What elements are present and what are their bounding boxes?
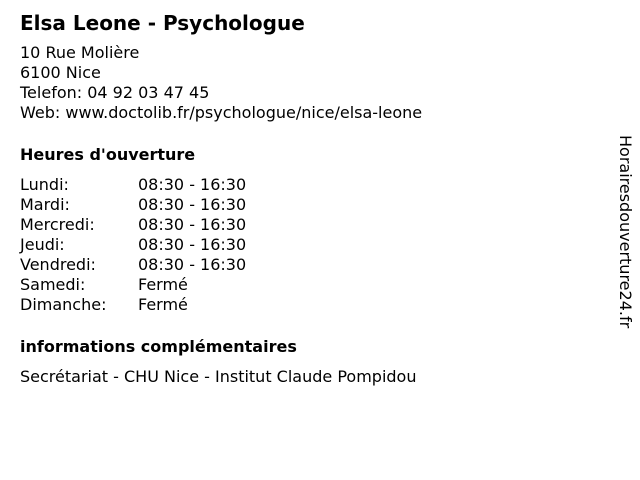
additional-info-heading: informations complémentaires [20, 337, 297, 356]
website-link[interactable]: Web: www.doctolib.fr/psychologue/nice/elsa-leone [20, 103, 423, 122]
time-value: 08:30 - 16:30 [138, 255, 247, 274]
opening-hours-table [20, 175, 590, 315]
business-title: Elsa Leone - Psychologue [20, 11, 305, 35]
day-label: Jeudi: [20, 235, 65, 254]
day-label: Dimanche: [20, 295, 107, 314]
time-value: 08:30 - 16:30 [138, 235, 247, 254]
phone-number: Telefon: 04 92 03 47 45 [20, 83, 210, 102]
opening-hours-heading: Heures d'ouverture [20, 145, 196, 164]
hours-row-friday [20, 255, 590, 275]
time-value: 08:30 - 16:30 [138, 195, 247, 214]
time-value: Fermé [138, 275, 188, 294]
day-label: Samedi: [20, 275, 86, 294]
additional-info-text: Secrétariat - CHU Nice - Institut Claude Pompidou [20, 367, 417, 386]
day-label: Lundi: [20, 175, 69, 194]
address-line-1: 10 Rue Molière [20, 43, 140, 62]
hours-row-wednesday [20, 215, 590, 235]
hours-row-monday [20, 175, 590, 195]
hours-row-tuesday [20, 195, 590, 215]
day-label: Mardi: [20, 195, 70, 214]
hours-row-sunday [20, 295, 590, 315]
time-value: Fermé [138, 295, 188, 314]
time-value: 08:30 - 16:30 [138, 215, 247, 234]
address-line-2: 6100 Nice [20, 63, 101, 82]
hours-row-saturday [20, 275, 590, 295]
business-card [20, 10, 590, 387]
site-watermark: Horairesdouverture24.fr [616, 135, 635, 329]
hours-row-thursday [20, 235, 590, 255]
time-value: 08:30 - 16:30 [138, 175, 247, 194]
day-label: Mercredi: [20, 215, 95, 234]
day-label: Vendredi: [20, 255, 96, 274]
